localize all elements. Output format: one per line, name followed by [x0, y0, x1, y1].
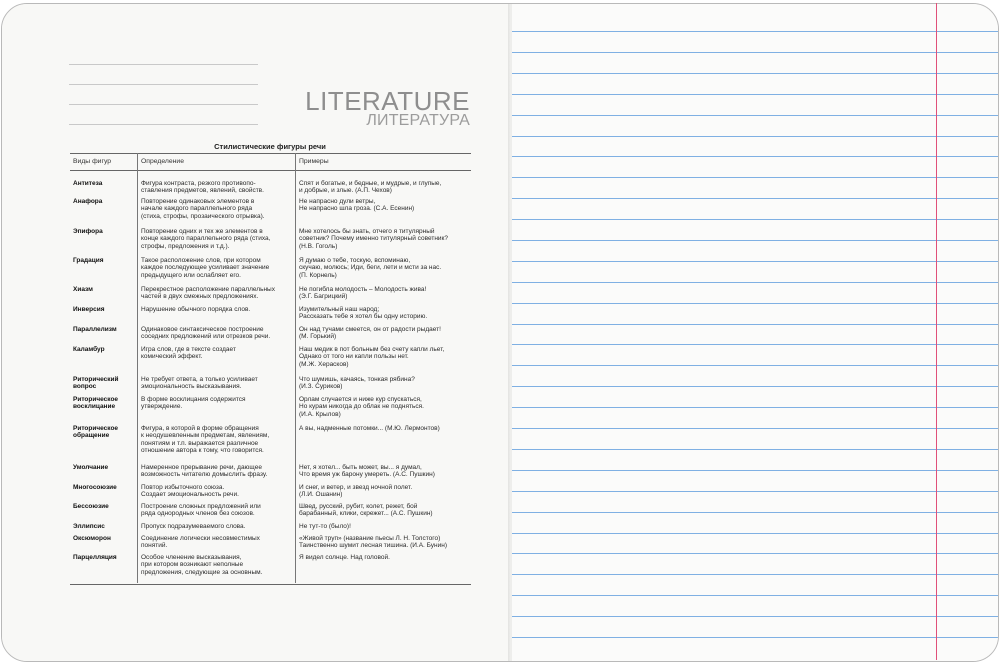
ruled-line [512, 261, 998, 262]
figure-name: Инверсия [73, 306, 105, 313]
figure-definition: Особое членение высказывания, при котором возникают неполные предложения, следующие за основным. [141, 554, 263, 576]
margin-line [936, 3, 937, 660]
ruled-line [512, 574, 998, 575]
figure-name: Каламбур [73, 346, 105, 353]
ruled-line [512, 73, 998, 74]
figure-definition: Такое расположение слов, при котором каждое последующее усиливает значение предыдущего или ослабляет его. [141, 257, 270, 279]
subject-title-ru: ЛИТЕРАТУРА [366, 112, 470, 129]
ruled-line [512, 198, 998, 199]
figure-name: Парцелляция [73, 554, 117, 561]
figure-definition: Построение сложных предложений или ряда однородных членов без союзов. [141, 503, 261, 518]
ruled-line [512, 52, 998, 53]
figures-table [70, 153, 471, 576]
table-header [70, 153, 471, 171]
figure-example: А вы, надменные потомки... (М.Ю. Лермонтов) [299, 425, 440, 432]
name-line [69, 64, 258, 65]
ruled-line [512, 595, 998, 596]
figure-definition: Повторение одних и тех же элементов в конце каждого параллельного ряда (стиха, строфы, предложения и т.д.). [141, 228, 271, 250]
figure-definition: Фигура контраста, резкого противопо- ставления предметов, явлений, свойств. [141, 180, 264, 195]
name-line [69, 84, 258, 85]
ruled-line [512, 31, 998, 32]
figure-definition: Повторение одинаковых элементов в начале каждого параллельного ряда (стиха, строфы, прозаического отрывка). [141, 198, 265, 220]
figure-example: Он над тучами смеется, он от радости рыдает! (М. Горький) [299, 326, 441, 341]
figure-example: Что шумишь, качаясь, тонкая рябина? (И.З. Суриков) [299, 376, 415, 391]
ruled-line [512, 156, 998, 157]
notebook-spread [1, 3, 999, 662]
figure-definition: Одинаковое синтаксическое построение соседних предложений или отрезков речи. [141, 326, 271, 341]
figure-definition: Намеренное прерывание речи, дающее возможность читателю домыслить фразу. [141, 464, 268, 479]
figure-name: Риторическое восклицание [73, 396, 119, 411]
figure-example: Наш медик в пот больным без счету капли льет, Однако от того ни капли пользы нет. (М.Ж. Херасков) [299, 346, 445, 368]
name-line [69, 124, 258, 125]
ruled-line [512, 94, 998, 95]
ruled-line [512, 386, 998, 387]
figure-definition: Пропуск подразумеваемого слова. [141, 523, 246, 530]
figure-example: Спят и богатые, и бедные, и мудрые, и глупые, и добрые, и злые. (А.П. Чехов) [299, 180, 442, 195]
table-title: Стилистические фигуры речи [214, 142, 326, 151]
ruled-line [512, 553, 998, 554]
ruled-line [512, 449, 998, 450]
figure-example: Я думаю о тебе, тоскую, вспоминаю, скучаю, молюсь; Иди, беги, лети и мсти за нас. (П. Корнель) [299, 257, 442, 279]
figure-example: Орлам случается и ниже кур спускаться, Но курам никогда до облак не подняться. (И.А. Крылов) [299, 396, 424, 418]
ruled-line [512, 470, 998, 471]
ruled-line [512, 282, 998, 283]
figure-example: «Живой труп» (название пьесы Л. Н. Толстого) Таинственно шумит лесная тишина. (И.А. Бунин) [299, 535, 448, 550]
figure-name: Риторический вопрос [73, 376, 119, 391]
ruled-line [512, 324, 998, 325]
figure-example: Швед, русский, рубит, колет, режет, бой барабанный, клики, скрежет... (А.С. Пушкин) [299, 503, 433, 518]
ruled-line [512, 491, 998, 492]
ruled-line [512, 115, 998, 116]
column-header-examples: Примеры [299, 158, 329, 165]
figure-name: Параллелизм [73, 326, 117, 333]
column-divider [137, 153, 138, 583]
figure-name: Хиазм [73, 286, 93, 293]
figure-name: Эллипсис [73, 523, 105, 530]
column-header-types: Виды фигур [73, 158, 112, 165]
figure-definition: Нарушение обычного порядка слов. [141, 306, 251, 313]
figure-name: Оксюморон [73, 535, 111, 542]
figure-definition: Не требует ответа, а только усиливает эмоциональность высказывания. [141, 376, 258, 391]
ruled-line [512, 303, 998, 304]
figure-name: Анафора [73, 198, 103, 205]
column-header-definition: Определение [141, 158, 184, 165]
subject-title-en: LITERATURE [305, 86, 470, 116]
figure-name: Многосоюзие [73, 484, 117, 491]
figure-definition: Повтор избыточного союза. Создает эмоциональность речи. [141, 484, 239, 499]
figure-example: Мне хотелось бы знать, отчего я титулярный советник? Почему именно титулярный советник? (Н.В. Гоголь) [299, 228, 449, 250]
right-page-ruled [512, 4, 998, 661]
figure-definition: Перекрестное расположение параллельных частей в двух смежных предложениях. [141, 286, 275, 301]
figure-name: Эпифора [73, 228, 103, 235]
figure-example: Нет, я хотел... быть может, вы... я думал, Что время уж барону умереть. (А.С. Пушкин) [299, 464, 435, 479]
ruled-line [512, 407, 998, 408]
figure-example: Я видел солнце. Над головой. [299, 554, 390, 561]
ruled-line [512, 428, 998, 429]
figure-definition: Фигура, в которой в форме обращения к неодушевленным предметам, явлениям, понятиям и т.п. выражается различное отношение автора к тому, что говорится. [141, 425, 270, 454]
figure-name: Умолчание [73, 464, 109, 471]
figure-name: Градация [73, 257, 104, 264]
ruled-line [512, 616, 998, 617]
column-divider [295, 153, 296, 583]
figure-name: Антитеза [73, 180, 103, 187]
figure-name: Бессоюзие [73, 503, 109, 510]
ruled-line [512, 533, 998, 534]
figure-example: Не напрасно дули ветры, Не напрасно шла гроза. (С.А. Есенин) [299, 198, 415, 213]
ruled-line [512, 344, 998, 345]
left-page [2, 4, 510, 661]
figure-definition: Соединение логически несовместимых понятий. [141, 535, 260, 550]
ruled-line [512, 512, 998, 513]
ruled-line [512, 637, 998, 638]
figure-definition: В форме восклицания содержится утверждение. [141, 396, 246, 411]
name-line [69, 104, 258, 105]
ruled-line [512, 136, 998, 137]
figure-example: Не тут-то (было)! [299, 523, 351, 530]
ruled-line [512, 177, 998, 178]
figure-name: Риторическое обращение [73, 425, 119, 440]
figure-example: И снег, и ветер, и звезд ночной полет. (Л.И. Ошанин) [299, 484, 413, 499]
ruled-line [512, 219, 998, 220]
ruled-line [512, 365, 998, 366]
figure-example: Изумительный наш народ; Рассказать тебе я хотел бы одну историю. [299, 306, 428, 321]
figure-example: Не погибла молодость – Молодость жива! (Э.Г. Багрицкий) [299, 286, 427, 301]
figure-definition: Игра слов, где в тексте создает комический эффект. [141, 346, 236, 361]
ruled-line [512, 240, 998, 241]
table-bottom-border [70, 584, 471, 585]
